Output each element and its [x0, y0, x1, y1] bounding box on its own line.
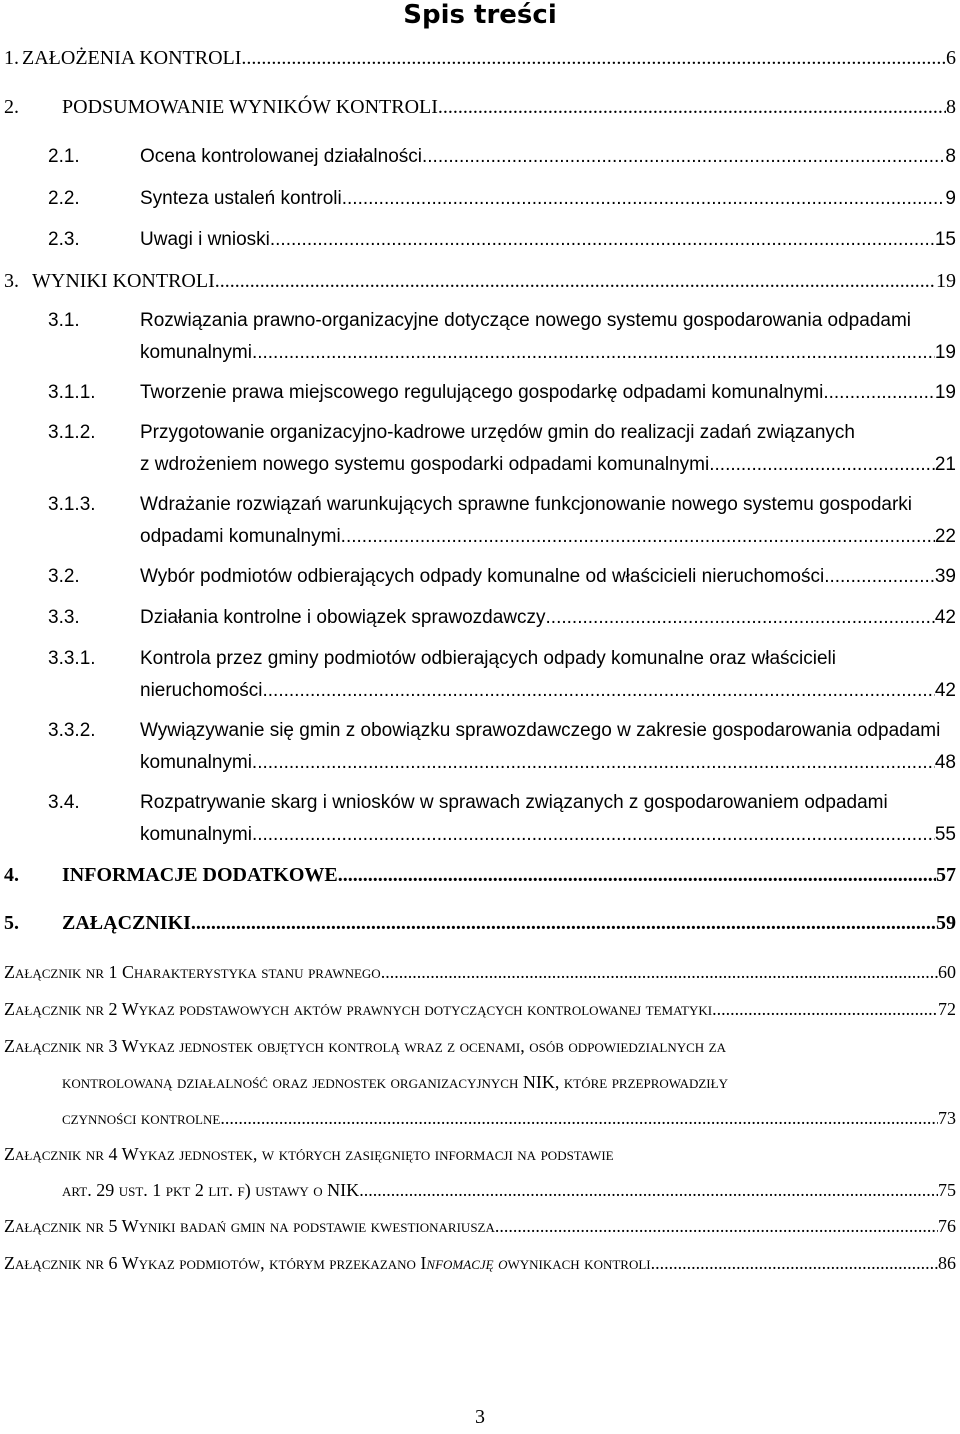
toc-entry[interactable]	[0, 382, 960, 408]
toc-entry-number: 2.3.	[48, 229, 80, 250]
toc-entry[interactable]	[0, 864, 960, 890]
toc-entry-title: Wywiązywanie się gmin z obowiązku sprawozdawczego w zakresie gospodarowania odpadami	[140, 720, 941, 741]
toc-entry-page: 48	[934, 752, 956, 773]
toc-entry-title: Ocena kontrolowanej działalności	[140, 146, 422, 167]
toc-leader-dots	[263, 680, 935, 702]
toc-leader-dots	[220, 1108, 938, 1129]
toc-leader-dots	[338, 864, 936, 887]
toc-entry[interactable]	[0, 270, 960, 296]
toc-leader-dots	[651, 1253, 938, 1274]
toc-entry-title: Tworzenie prawa miejscowego regulującego gospodarkę odpadami komunalnymi	[140, 382, 824, 403]
toc-entry[interactable]	[0, 792, 960, 852]
appendix-page: 60	[938, 962, 956, 982]
page-number-footer: 3	[475, 1406, 485, 1428]
appendix-page: 73	[938, 1108, 956, 1128]
toc-leader-dots	[499, 1216, 938, 1237]
toc-entry-title-cont: odpadami komunalnymi	[140, 526, 341, 547]
toc-entry-title: Kontrola przez gminy podmiotów odbierających odpady komunalne oraz właścicieli	[140, 648, 836, 669]
toc-entry-page: 19	[934, 382, 956, 403]
toc-entry-page: 55	[934, 824, 956, 845]
toc-leader-dots	[422, 146, 945, 168]
toc-leader-dots	[359, 1180, 938, 1201]
toc-entry[interactable]	[0, 912, 960, 938]
toc-entry[interactable]	[0, 188, 960, 214]
toc-leader-dots	[546, 607, 935, 629]
toc-entry-number: 2.2.	[48, 188, 80, 209]
toc-entry-title: Działania kontrolne i obowiązek sprawozdawczy	[140, 607, 546, 628]
toc-appendix-entry[interactable]	[0, 1216, 960, 1242]
appendix-title-cont: kontrolowaną działalność oraz jednostek organizacyjnych NIK, które przeprowadziły	[62, 1072, 728, 1092]
toc-entry-page: 6	[946, 47, 956, 69]
toc-entry[interactable]	[0, 720, 960, 780]
toc-entry-number: 3.4.	[48, 792, 80, 813]
toc-entry[interactable]	[0, 494, 960, 554]
toc-leader-dots	[215, 270, 936, 293]
toc-leader-dots	[241, 47, 946, 70]
toc-leader-dots	[823, 382, 935, 404]
toc-entry-title: Rozwiązania prawno-organizacyjne dotyczące nowego systemu gospodarowania odpadami	[140, 310, 912, 331]
toc-appendix-entry[interactable]	[0, 1253, 960, 1279]
appendix-title-italic: nfomację o	[426, 1253, 508, 1273]
toc-appendix-entry[interactable]	[0, 962, 960, 988]
toc-entry-number: 2.	[4, 96, 19, 118]
toc-leader-dots	[381, 962, 938, 983]
toc-appendix-entry[interactable]	[0, 999, 960, 1025]
toc-entry-page: 9	[945, 188, 956, 209]
toc-entry[interactable]	[0, 310, 960, 370]
toc-entry-number: 3.1.3.	[48, 494, 96, 515]
toc-entry-number: 3.1.	[48, 310, 80, 331]
page-title: Spis treści	[403, 0, 557, 30]
toc-leader-dots	[342, 188, 946, 210]
toc-appendix-entry[interactable]	[0, 1036, 960, 1136]
toc-entry-title-cont: nieruchomości	[140, 680, 263, 701]
toc-entry-page: 8	[945, 146, 956, 167]
toc-entry-title: PODSUMOWANIE WYNIKÓW KONTROLI	[62, 96, 438, 118]
toc-entry-page: 8	[946, 96, 956, 118]
appendix-title: Załącznik nr 1 Charakterystyka stanu prawnego	[4, 962, 381, 982]
toc-entry-title: INFORMACJE DODATKOWE	[62, 864, 338, 886]
toc-entry-number: 4.	[4, 864, 19, 886]
toc-entry-title: Przygotowanie organizacyjno-kadrowe urzędów gmin do realizacji zadań związanych	[140, 422, 855, 443]
toc-entry-number: 5.	[4, 912, 19, 934]
toc-entry[interactable]	[0, 566, 960, 592]
toc-leader-dots	[191, 912, 936, 935]
toc-leader-dots	[341, 526, 935, 548]
toc-entry-number: 3.	[4, 270, 19, 292]
toc-entry-number: 3.2.	[48, 566, 80, 587]
toc-entry-page: 59	[936, 912, 956, 934]
appendix-title: Załącznik nr 6 Wykaz podmiotów, którym przekazano I	[4, 1253, 427, 1273]
toc-entry-number: 3.1.2.	[48, 422, 96, 443]
appendix-title: Załącznik nr 5 Wyniki badań gmin na podstawie kwestionariusza.	[4, 1216, 500, 1236]
appendix-title-cont: wynikach kontroli	[507, 1253, 651, 1273]
toc-entry[interactable]	[0, 422, 960, 482]
toc-entry-number: 3.1.1.	[48, 382, 96, 403]
appendix-title-cont: art. 29 ust. 1 pkt 2 lit. f) ustawy o NIK	[62, 1180, 360, 1200]
toc-leader-dots	[438, 96, 946, 119]
toc-entry-title: Uwagi i wnioski	[140, 229, 270, 250]
toc-entry[interactable]	[0, 47, 960, 73]
toc-entry[interactable]	[0, 607, 960, 633]
appendix-title: Załącznik nr 4 Wykaz jednostek, w których zasięgnięto informacji na podstawie	[4, 1144, 614, 1164]
appendix-title-cont: czynności kontrolne	[62, 1108, 221, 1128]
toc-entry[interactable]	[0, 96, 960, 122]
toc-entry-number: 3.3.	[48, 607, 80, 628]
toc-entry-page: 42	[934, 680, 956, 701]
toc-entry-page: 19	[936, 270, 956, 292]
toc-entry-page: 21	[934, 454, 956, 475]
toc-entry-title: Synteza ustaleń kontroli	[140, 188, 342, 209]
toc-leader-dots	[252, 824, 935, 846]
toc-appendix-entry[interactable]	[0, 1144, 960, 1208]
toc-entry-title: Wdrażanie rozwiązań warunkujących sprawne funkcjonowanie nowego systemu gospodarki	[140, 494, 913, 515]
toc-entry-title: ZAŁOŻENIA KONTROLI	[22, 47, 242, 69]
toc-entry-page: 39	[934, 566, 956, 587]
appendix-title: Załącznik nr 2 Wykaz podstawowych aktów prawnych dotyczących kontrolowanej tematyki.	[4, 999, 717, 1019]
toc-entry[interactable]	[0, 146, 960, 172]
toc-entry-title-cont: komunalnymi.	[140, 752, 258, 773]
toc-leader-dots	[717, 999, 938, 1020]
toc-entry-page: 42	[934, 607, 956, 628]
toc-entry-title: Wybór podmiotów odbierających odpady komunalne od właścicieli nieruchomości	[140, 566, 825, 587]
appendix-page: 76	[938, 1216, 956, 1236]
toc-leader-dots	[252, 342, 935, 364]
toc-entry-title-cont: z wdrożeniem nowego systemu gospodarki odpadami komunalnymi	[140, 454, 710, 475]
toc-leader-dots	[824, 566, 935, 588]
toc-entry-title: Rozpatrywanie skarg i wniosków w sprawach związanych z gospodarowaniem odpadami	[140, 792, 888, 813]
appendix-page: 86	[938, 1253, 956, 1273]
toc-leader-dots	[270, 229, 935, 251]
toc-entry-page: 22	[934, 526, 956, 547]
toc-entry-page: 19	[934, 342, 956, 363]
toc-entry-number: 3.3.2.	[48, 720, 96, 741]
toc-entry[interactable]	[0, 229, 960, 255]
toc-leader-dots	[257, 752, 935, 774]
toc-leader-dots	[709, 454, 935, 476]
toc-entry-page: 57	[936, 864, 956, 886]
toc-entry-title: ZAŁĄCZNIKI	[62, 912, 191, 934]
toc-entry-title: WYNIKI KONTROLI	[32, 270, 215, 292]
toc-entry[interactable]	[0, 648, 960, 708]
toc-entry-number: 2.1.	[48, 146, 80, 167]
toc-entry-title-cont: komunalnymi	[140, 824, 252, 845]
toc-entry-number: 3.3.1.	[48, 648, 96, 669]
toc-entry-page: 15	[934, 229, 956, 250]
appendix-page: 72	[938, 999, 956, 1019]
toc-entry-title-cont: komunalnymi	[140, 342, 252, 363]
toc-entry-number: 1.	[4, 47, 19, 69]
appendix-title: Załącznik nr 3 Wykaz jednostek objętych kontrolą wraz z ocenami, osób odpowiedzialnych za	[4, 1036, 727, 1056]
appendix-page: 75	[938, 1180, 956, 1200]
